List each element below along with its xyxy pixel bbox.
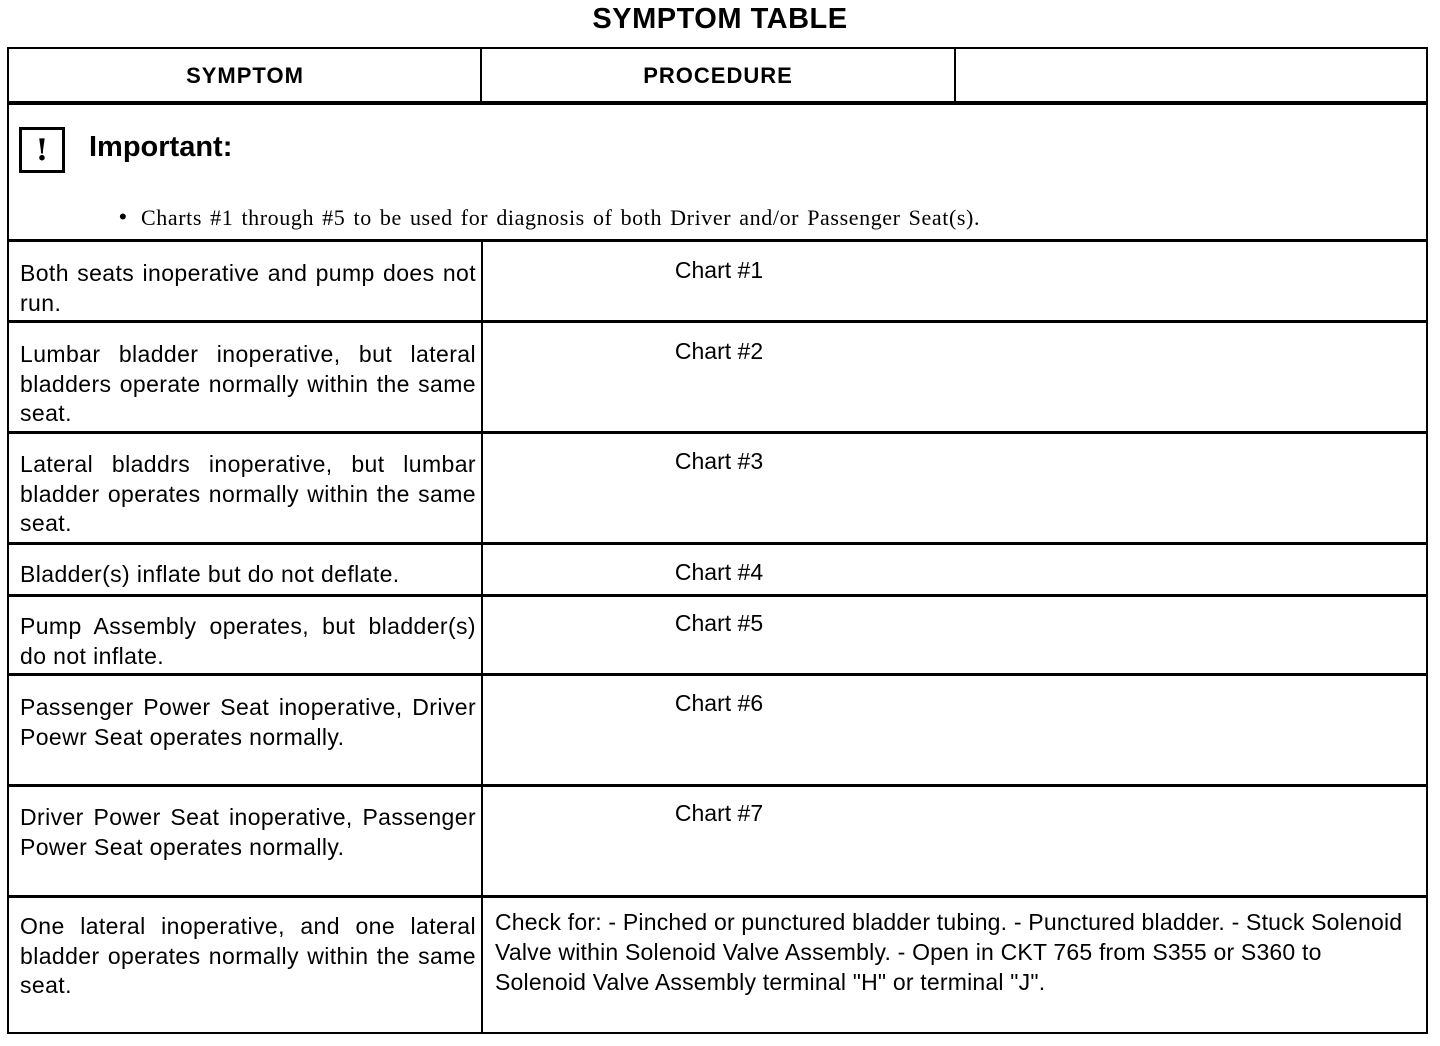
procedure-cell: Chart #2 bbox=[674, 338, 764, 364]
important-label: Important: bbox=[89, 131, 233, 163]
symptom-cell: Lumbar bladder inoperative, but lateral bladders operate normally within the same seat. bbox=[20, 341, 476, 426]
header-symptom: SYMPTOM bbox=[186, 63, 304, 88]
procedure-cell: Chart #7 bbox=[674, 800, 764, 826]
header-divider bbox=[954, 49, 956, 103]
symptom-cell: Bladder(s) inflate but do not deflate. bbox=[20, 561, 400, 587]
header-divider bbox=[480, 49, 482, 103]
procedure-cell: Check for: - Pinched or punctured bladder tubing. - Punctured bladder. - Stuck Solenoid Valve within Solenoid Valve Assembly. - Open in CKT 765 from S355 or S360 to Solenoid Valve Assembly terminal "H" or terminal "J". bbox=[495, 909, 1403, 995]
procedure-cell: Chart #6 bbox=[674, 690, 764, 716]
page-title: SYMPTOM TABLE bbox=[592, 3, 848, 35]
procedure-cell: Chart #1 bbox=[674, 257, 764, 283]
header-rule bbox=[9, 101, 1426, 105]
symptom-table bbox=[7, 47, 1428, 1034]
symptom-cell: Pump Assembly operates, but bladder(s) do not inflate. bbox=[20, 613, 476, 669]
header-extra bbox=[955, 49, 1426, 103]
symptom-cell: One lateral inoperative, and one lateral bladder operates normally within the same seat. bbox=[20, 913, 476, 998]
row-rule bbox=[9, 673, 1426, 676]
row-rule bbox=[9, 431, 1426, 434]
row-rule bbox=[9, 542, 1426, 545]
symptom-cell: Lateral bladdrs inoperative, but lumbar bladder operates normally within the same seat. bbox=[20, 451, 476, 536]
row-rule bbox=[9, 784, 1426, 787]
row-rule bbox=[9, 594, 1426, 597]
column-divider bbox=[481, 241, 483, 1034]
symptom-cell: Both seats inoperative and pump does not run. bbox=[20, 260, 476, 316]
row-rule bbox=[9, 239, 1426, 242]
procedure-cell: Chart #3 bbox=[674, 448, 764, 474]
symptom-cell: Driver Power Seat inoperative, Passenger Power Seat operates normally. bbox=[20, 804, 476, 860]
row-rule bbox=[9, 895, 1426, 898]
procedure-cell: Chart #5 bbox=[674, 610, 764, 636]
procedure-cell: Chart #4 bbox=[674, 559, 764, 585]
header-procedure: PROCEDURE bbox=[643, 63, 793, 88]
exclamation-icon: ! bbox=[19, 127, 65, 173]
symptom-cell: Passenger Power Seat inoperative, Driver Poewr Seat operates normally. bbox=[20, 694, 476, 750]
bullet: • bbox=[119, 204, 127, 229]
important-note: Charts #1 through #5 to be used for diagnosis of both Driver and/or Passenger Seat(s). bbox=[141, 205, 981, 230]
row-rule bbox=[9, 320, 1426, 323]
